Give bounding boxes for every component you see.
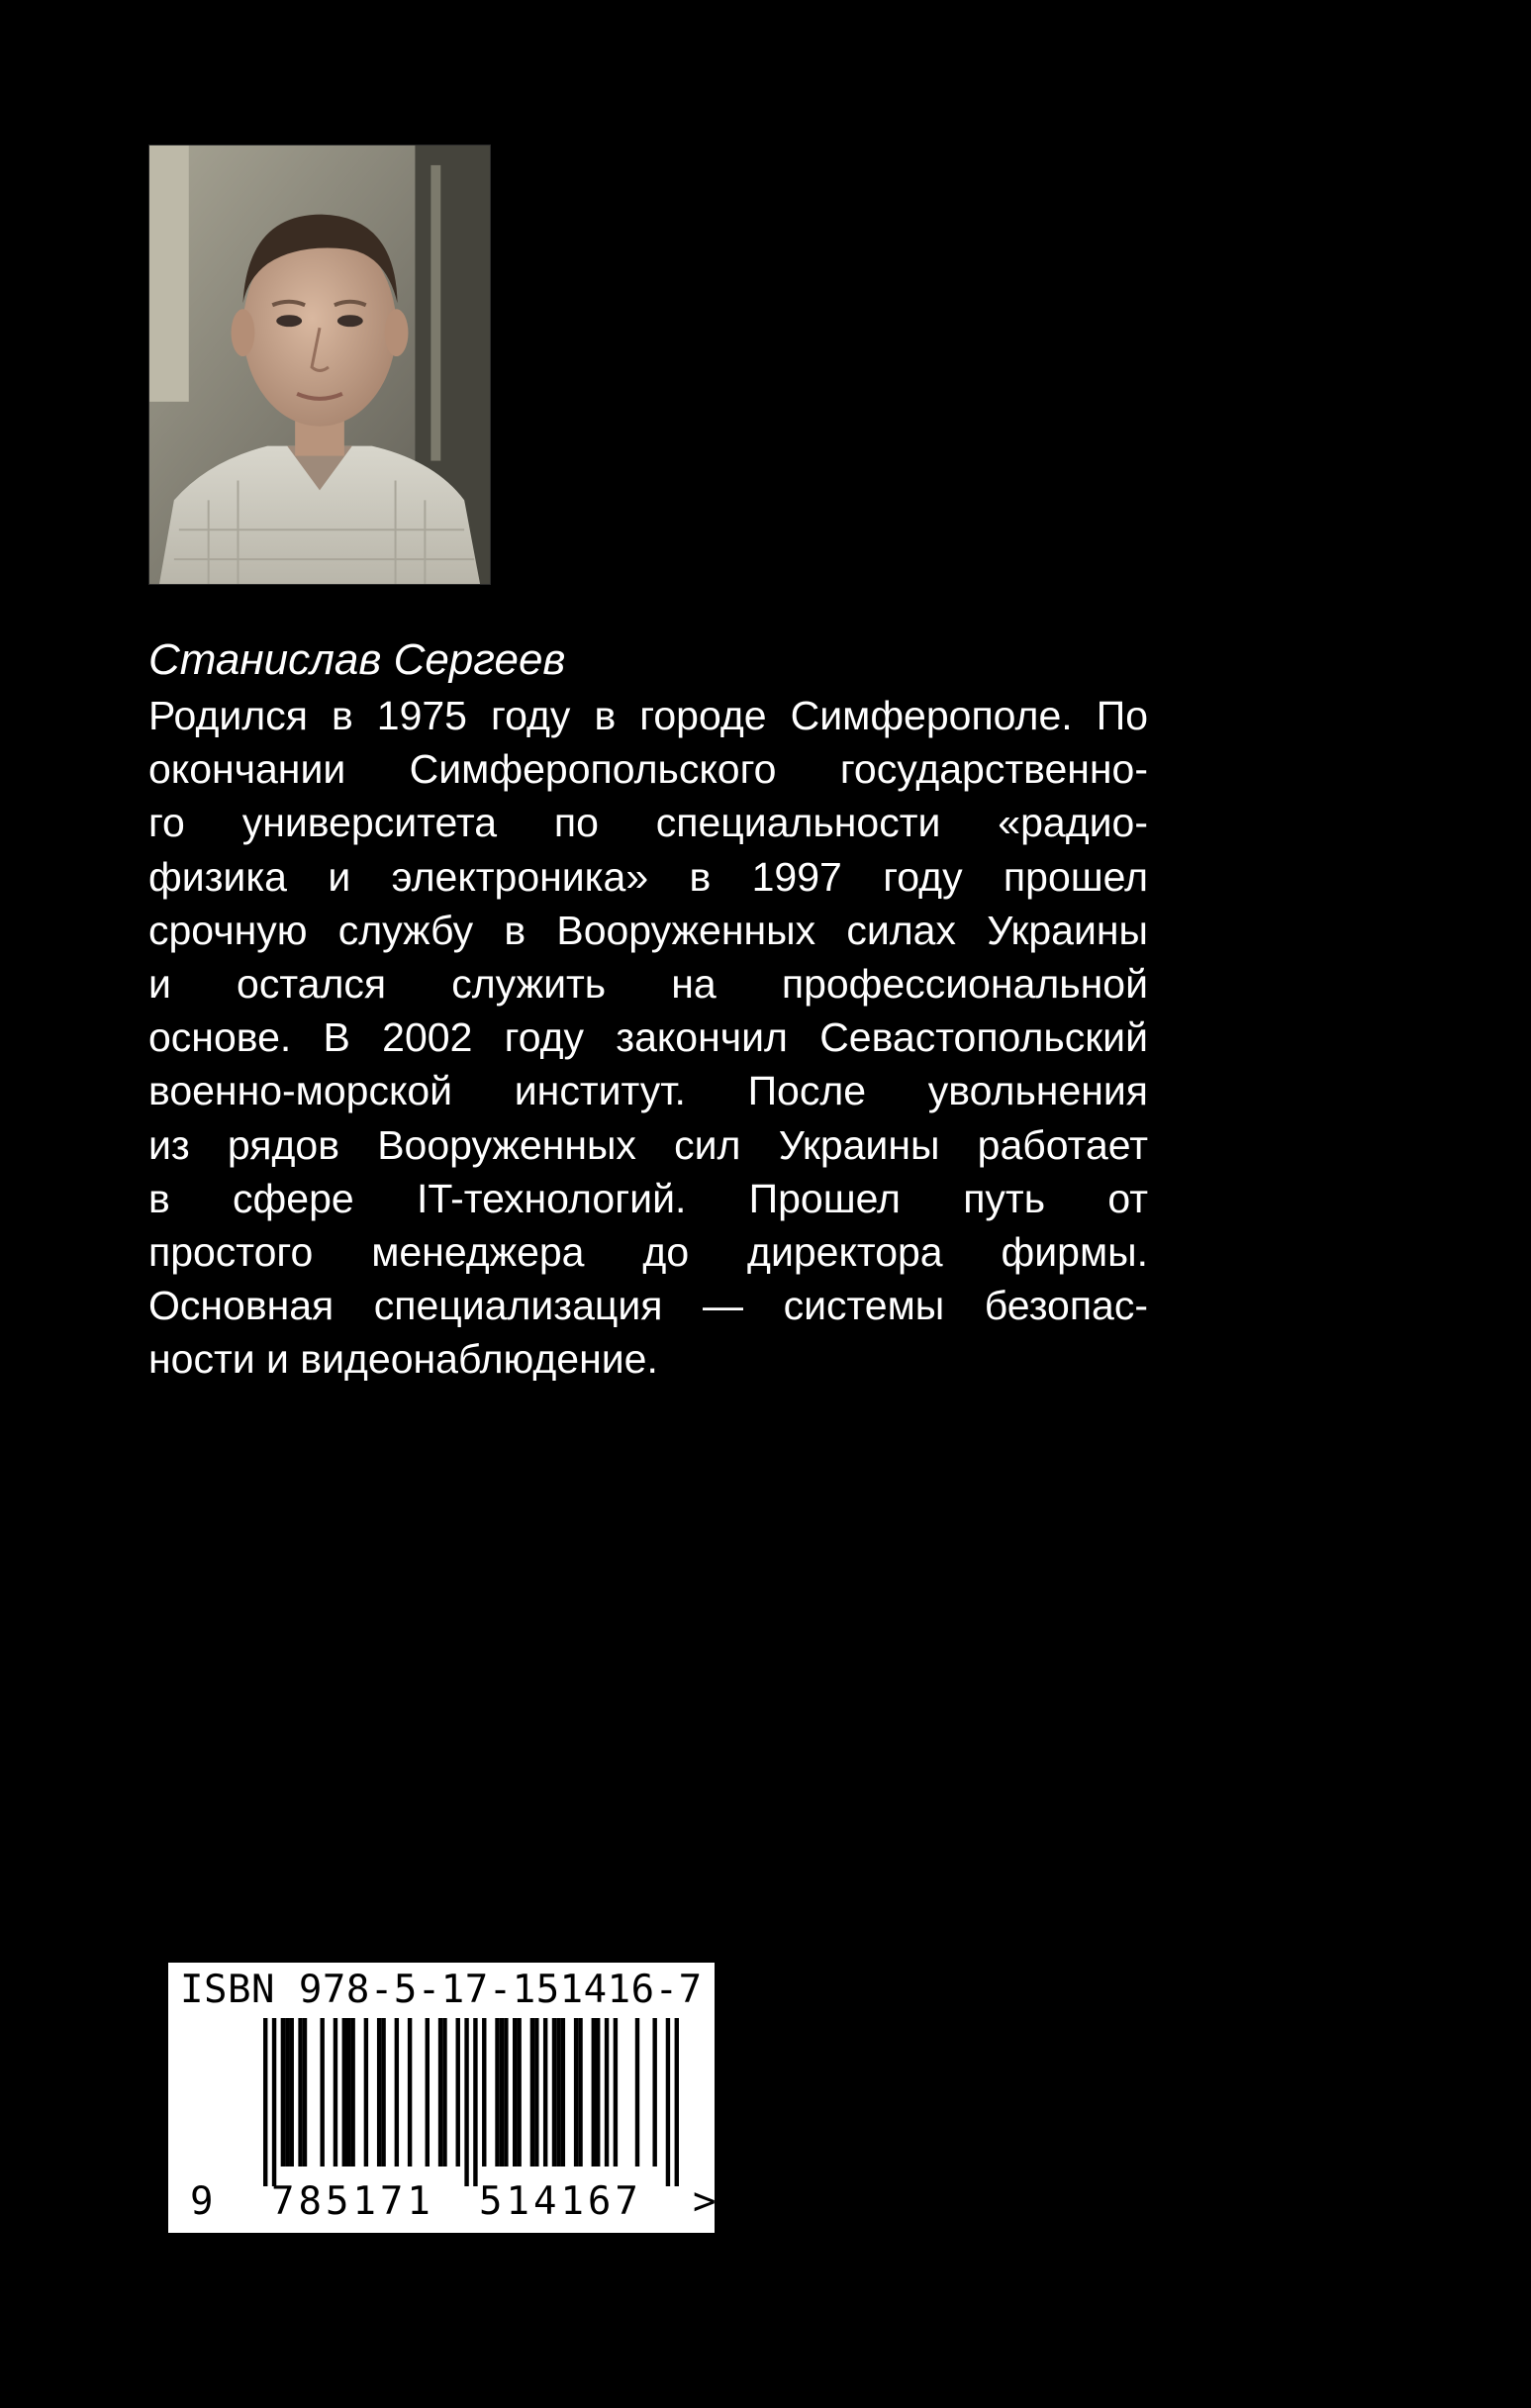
barcode-bar [395, 2018, 399, 2167]
bio-line: основе. В 2002 году закончил Севастопольский [148, 1014, 1148, 1061]
barcode-bar [290, 2018, 294, 2167]
isbn-number: ISBN 978-5-17-151416-7 [180, 1968, 703, 2012]
barcode-bars [263, 2018, 679, 2186]
bio-line: в сфере IT-технологий. Прошел путь от [148, 1175, 1148, 1221]
barcode-bar [517, 2018, 521, 2167]
barcode-bar [556, 2018, 560, 2167]
barcode-bar [534, 2018, 538, 2167]
barcode-bar [652, 2018, 656, 2167]
quiet-zone-arrow-icon: > [693, 2179, 717, 2224]
barcode-bar [377, 2018, 381, 2167]
barcode-bar [482, 2018, 486, 2167]
barcode-bar [464, 2018, 468, 2186]
barcode-bar [364, 2018, 368, 2167]
barcode-bar [666, 2018, 670, 2186]
barcode-bar [303, 2018, 307, 2167]
barcode-bar [614, 2018, 618, 2167]
barcode-bar [281, 2018, 285, 2167]
author-portrait-photo [149, 145, 490, 584]
author-name: Станислав Сергеев [148, 635, 566, 684]
barcode-bar [334, 2018, 337, 2167]
bio-line: окончании Симферопольского государственно- [148, 746, 1148, 793]
barcode-bar [456, 2018, 460, 2167]
barcode-bar [320, 2018, 324, 2167]
bio-line: ности и видеонаблюдение. [148, 1336, 658, 1383]
barcode-bar [438, 2018, 442, 2167]
isbn-barcode-label [168, 1963, 715, 2233]
bio-line: срочную службу в Вооруженных силах Украины [148, 907, 1148, 953]
barcode-bar [426, 2018, 430, 2167]
barcode-bar [675, 2018, 679, 2186]
bio-line: из рядов Вооруженных сил Украины работает [148, 1121, 1148, 1168]
barcode-bar [543, 2018, 547, 2167]
barcode-bar [346, 2018, 350, 2167]
barcode-bar [561, 2018, 565, 2167]
barcode-bar [596, 2018, 600, 2167]
barcode-bar [513, 2018, 517, 2167]
ean-lead-digit: 9 [190, 2179, 214, 2224]
barcode-bar [574, 2018, 578, 2167]
bio-line: простого менеджера до директора фирмы. [148, 1228, 1148, 1275]
barcode-bar [578, 2018, 582, 2167]
bio-line: военно-морской институт. После увольнения [148, 1068, 1148, 1114]
barcode-bar [605, 2018, 609, 2167]
bio-line: Родился в 1975 году в городе Симферополе. По [148, 693, 1148, 738]
barcode-bar [530, 2018, 534, 2167]
bio-line: и остался служить на профессиональной [148, 960, 1148, 1007]
author-biography [148, 689, 1148, 1386]
barcode-bar [635, 2018, 639, 2167]
barcode-bar [504, 2018, 508, 2167]
barcode-bar [381, 2018, 385, 2167]
barcode-bar [342, 2018, 346, 2167]
barcode-bar [272, 2018, 276, 2186]
barcode-bar [495, 2018, 499, 2167]
barcode-bar [500, 2018, 504, 2167]
barcode-bar [350, 2018, 354, 2167]
barcode-bar [285, 2018, 289, 2167]
ean-right-digits: 514167 [479, 2179, 642, 2224]
barcode-bar [263, 2018, 267, 2186]
bio-line: го университета по специальности «радио- [148, 800, 1148, 846]
barcode-bar [592, 2018, 596, 2167]
bio-line: Основная специализация — системы безопас- [148, 1283, 1148, 1329]
ean-left-digits: 785171 [271, 2179, 434, 2224]
barcode-bar [298, 2018, 302, 2167]
barcode-bar [408, 2018, 412, 2167]
barcode-bar [473, 2018, 477, 2186]
barcode-bar [442, 2018, 446, 2167]
barcode-bar [552, 2018, 556, 2167]
author-photo [148, 144, 491, 585]
bio-line: физика и электроника» в 1997 году прошел [148, 853, 1148, 900]
